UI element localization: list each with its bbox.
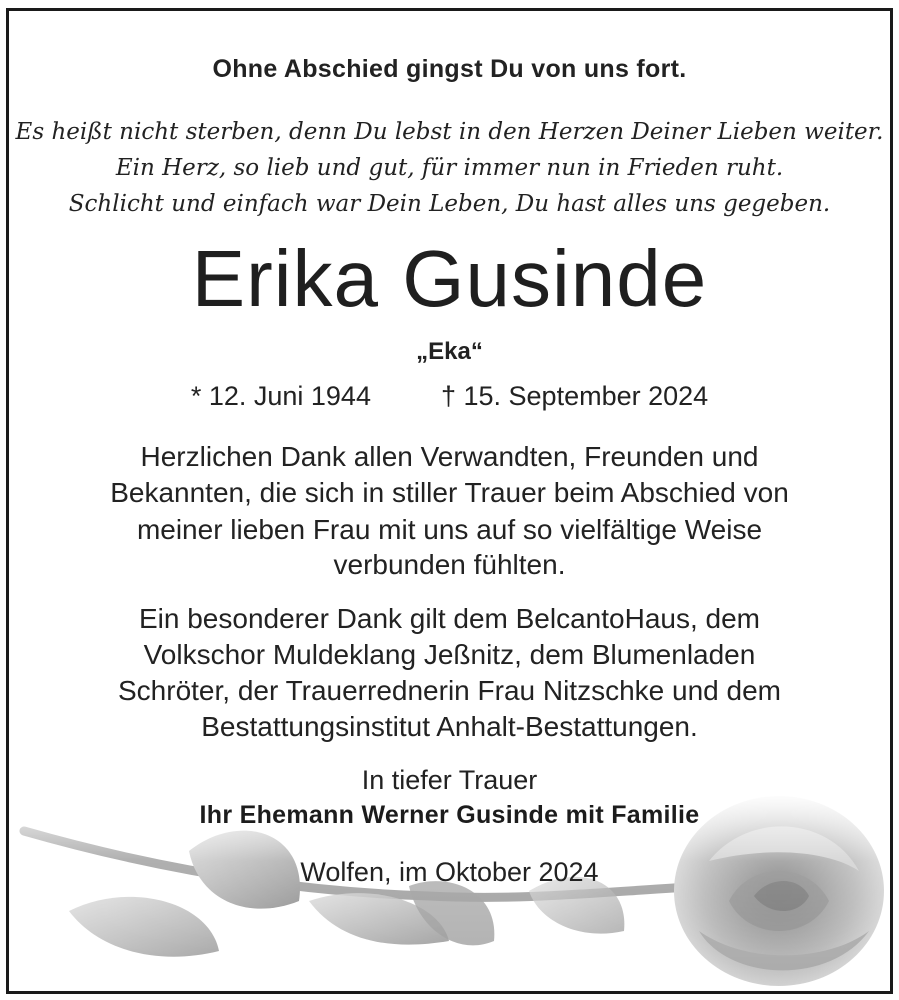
obituary-notice — [6, 8, 893, 994]
special-thanks-line: Volkschor Muldeklang Jeßnitz, dem Blumenladen — [143, 639, 756, 670]
poem-line: Es heißt nicht sterben, denn Du lebst in den Herzen Deiner Lieben weiter. — [15, 119, 884, 145]
deceased-name: Erika Gusinde — [191, 234, 708, 323]
poem-line: Schlicht und einfach war Dein Leben, Du hast alles uns gegeben. — [68, 191, 831, 217]
special-thanks-line: Schröter, der Trauerrednerin Frau Nitzschke und dem — [118, 675, 781, 706]
thanks-text-line: Herzlichen Dank allen Verwandten, Freunden und — [140, 441, 759, 472]
birth-date: * 12. Juni 1944 — [190, 381, 371, 411]
headline: Ohne Abschied gingst Du von uns fort. — [212, 55, 687, 83]
poem-line: Ein Herz, so lieb und gut, für immer nun in Frieden ruht. — [115, 155, 784, 181]
thanks-text-line: meiner lieben Frau mit uns auf so vielfältige Weise — [136, 514, 763, 545]
special-thanks-line: Bestattungsinstitut Anhalt-Bestattungen. — [201, 711, 698, 742]
thanks-text-line: Bekannten, die sich in stiller Trauer beim Abschied von — [110, 477, 789, 508]
nickname: „Eka“ — [416, 338, 483, 365]
thanks-text-line: verbunden fühlten. — [333, 549, 566, 580]
special-thanks-line: Ein besonderer Dank gilt dem BelcantoHaus, dem — [138, 603, 760, 634]
death-date: † 15. September 2024 — [440, 381, 709, 411]
place-date: Wolfen, im Oktober 2024 — [300, 857, 599, 887]
life-dates — [9, 381, 890, 412]
family-signature: Ihr Ehemann Werner Gusinde mit Familie — [199, 801, 700, 829]
mourning-phrase: In tiefer Trauer — [361, 765, 538, 795]
